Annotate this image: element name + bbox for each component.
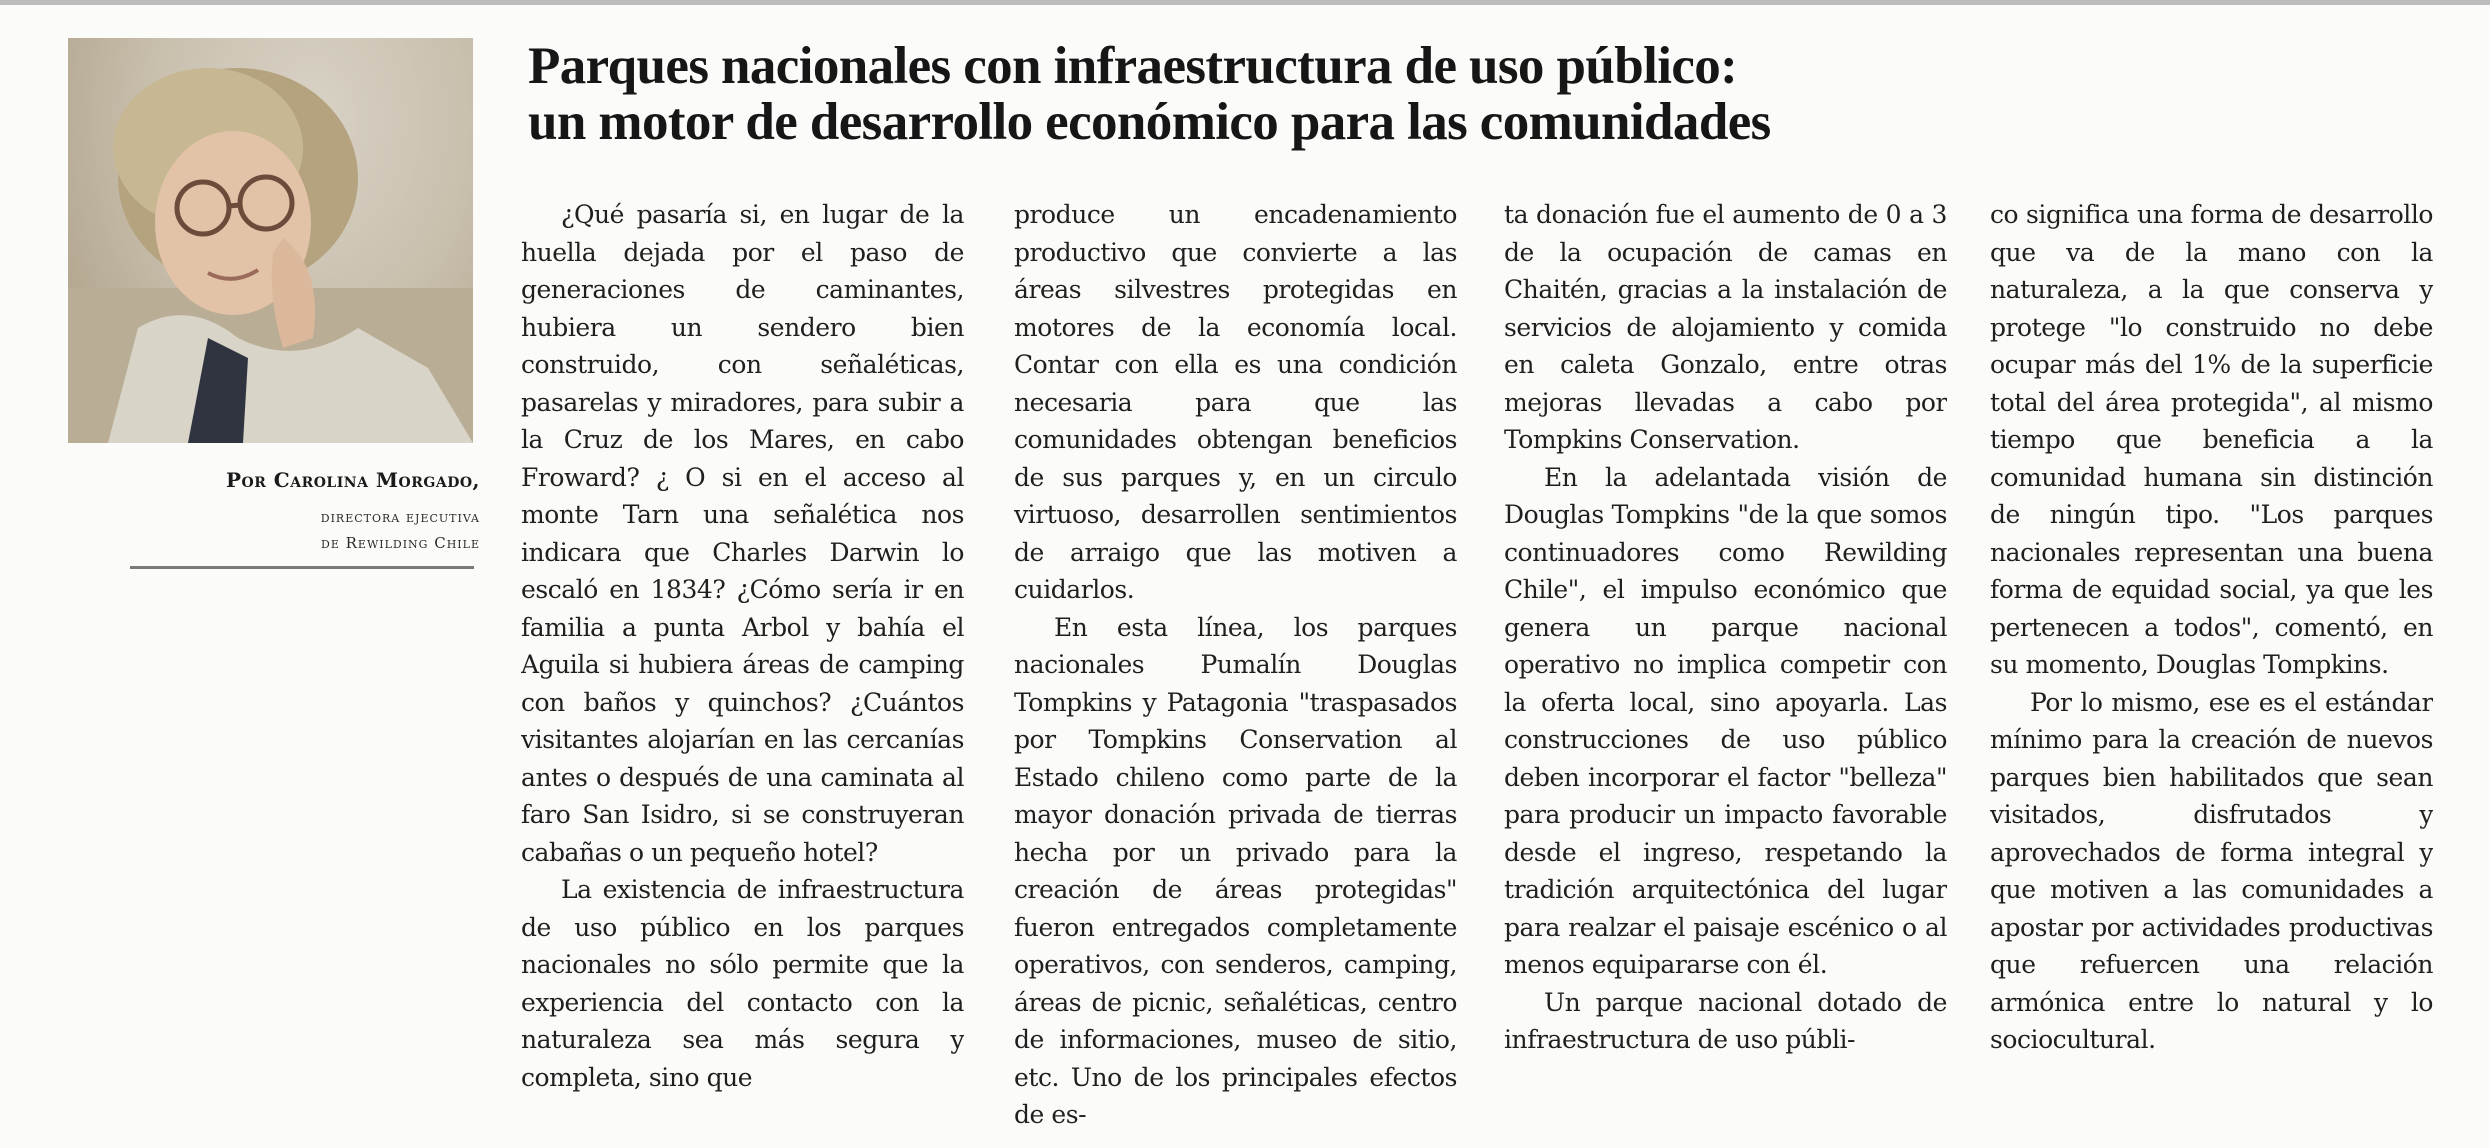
top-rule <box>0 0 2490 5</box>
headline <box>528 38 2428 150</box>
paragraph: La existencia de infraestructura de uso público en los parques nacionales no sólo permite que la experiencia del contacto con la naturaleza sea más segura y completa, sino que <box>521 875 964 1092</box>
byline-author: Por Carolina Morgado, <box>225 468 480 492</box>
paragraph-continued: produce un encadenamiento productivo que convierte a las áreas silvestres protegidas en motores de la economía local. Contar con ella es una condición necesaria para que las comunidades obtengan beneficios de sus parques y, en un circulo virtuoso, desarrollen sentimientos de arraigo que las motiven a cuidarlos. <box>1014 200 1457 604</box>
article-column-3 <box>1504 196 1947 1136</box>
headline-line2: un motor de desarrollo económico para las comunidades <box>528 93 1771 151</box>
author-photo <box>68 38 473 443</box>
byline-divider <box>130 566 474 569</box>
article-column-1 <box>521 196 964 1136</box>
byline-role-line2: de Rewilding Chile <box>321 534 480 552</box>
paragraph: ¿Qué pasaría si, en lugar de la huella dejada por el paso de generaciones de caminantes, hubiera un sendero bien construido, con señaléticas, pasarelas y miradores, para subir a la Cruz de los Mares, en cabo Froward? ¿ O si en el acceso al monte Tarn una señalética nos indicara que Charles Darwin lo escaló en 1834? ¿Cómo sería ir en familia a punta Arbol y bahía el Aguila si hubiera áreas de camping con baños y quinchos? ¿Cuántos visitantes alojarían en las cercanías antes o después de una caminata al faro San Isidro, si se construyeran cabañas o un pequeño hotel? <box>521 200 964 867</box>
paragraph: En la adelantada visión de Douglas Tompkins "de la que somos continuadores como Rewilding Chile", el impulso económico que genera un parque nacional operativo no implica competir con la oferta local, sino apoyarla. Las construcciones de uso público deben incorporar el factor "belleza" para producir un impacto favorable desde el ingreso, respetando la tradición arquitectónica del lugar para realzar el paisaje escénico o al menos equipararse con él. <box>1504 462 1947 979</box>
headline-line1: Parques nacionales con infraestructura de uso público: <box>528 37 1738 95</box>
byline-role-line1: directora ejecutiva <box>320 508 480 526</box>
article-column-4 <box>1990 196 2433 1136</box>
author-portrait-image <box>68 38 473 443</box>
byline-role <box>130 504 480 556</box>
paragraph-continued: co significa una forma de desarrollo que va de la mano con la naturaleza, a la que conserva y protege "lo construido no debe ocupar más del 1% de la superficie total del área protegida", al mismo tiempo que beneficia a la comunidad humana sin distinción de ningún tipo. "Los parques nacionales representan una buena forma de equidad social, ya que les pertenecen a todos", comentó, en su momento, Douglas Tompkins. <box>1990 200 2433 679</box>
paragraph-continued: ta donación fue el aumento de 0 a 3 de la ocupación de camas en Chaitén, gracias a la instalación de servicios de alojamiento y comida en caleta Gonzalo, entre otras mejoras llevadas a cabo por Tompkins Conservation. <box>1504 200 1947 454</box>
paragraph: En esta línea, los parques nacionales Pumalín Douglas Tompkins y Patagonia "traspasados por Tompkins Conservation al Estado chileno como parte de la mayor donación privada de tierras hecha por un privado para la creación de áreas protegidas" fueron entregados completamente operativos, con senderos, camping, áreas de picnic, señaléticas, centro de informaciones, museo de sitio, etc. Uno de los principales efectos de es- <box>1014 612 1457 1129</box>
byline <box>130 468 480 556</box>
article-column-2 <box>1014 196 1457 1136</box>
paragraph: Un parque nacional dotado de infraestructura de uso públi- <box>1504 987 1947 1054</box>
paragraph: Por lo mismo, ese es el estándar mínimo para la creación de nuevos parques bien habilitados que sean visitados, disfrutados y aprovechados de forma integral y que motiven a las comunidades a apostar por actividades productivas que refuercen una relación armónica entre lo natural y lo sociocultural. <box>1990 687 2433 1054</box>
